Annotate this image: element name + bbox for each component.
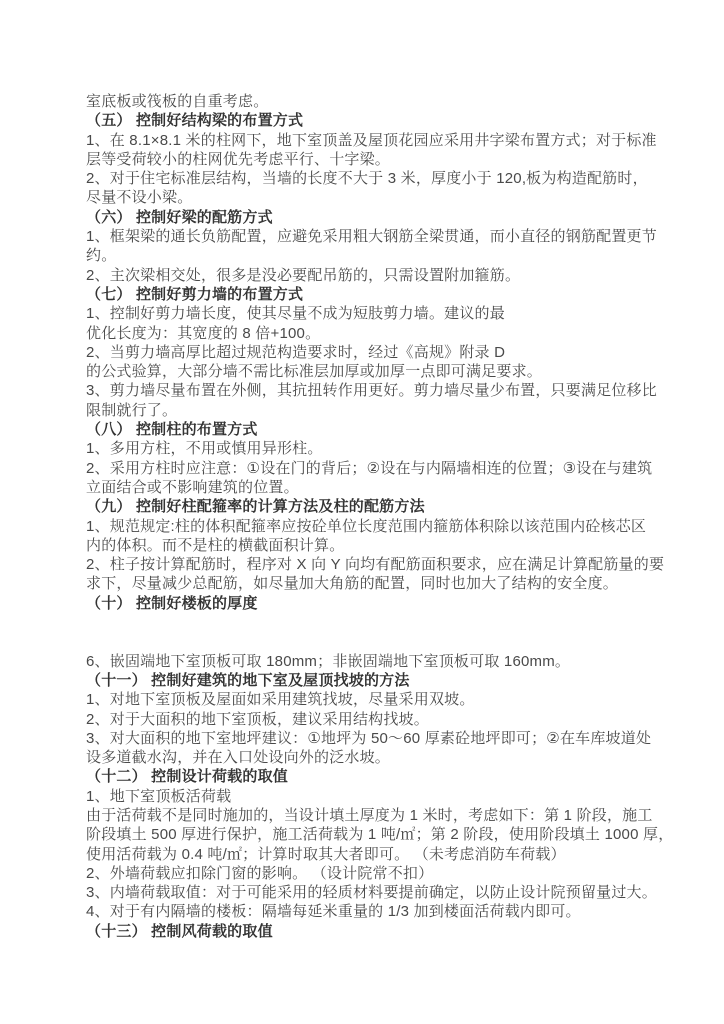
paragraph-line: 1、在 8.1×8.1 米的柱网下，地下室顶盖及屋顶花园应采用井字梁布置方式；对于标准: [86, 131, 657, 149]
section-heading: （七） 控制好剪力墙的布置方式: [86, 285, 304, 303]
section-heading: （十一） 控制好建筑的地下室及屋顶找坡的方法: [86, 671, 410, 689]
paragraph-line: 2、外墙荷载应扣除门窗的影响。 （设计院常不扣）: [86, 864, 434, 882]
blank-line: [86, 632, 642, 651]
paragraph-line: 由于活荷载不是同时施加的，当设计填土厚度为 1 米时，考虑如下：第 1 阶段，施工: [86, 806, 653, 824]
paragraph-line: 使用活荷载为 0.4 吨/㎡；计算时取其大者即可。 （未考虑消防车荷载）: [86, 845, 566, 863]
paragraph-line: 层等受荷较小的柱网优先考虑平行、十字梁。: [86, 150, 391, 168]
paragraph-line: 2、采用方柱时应注意：①设在门的背后；②设在与内隔墙相连的位置；③设在与建筑: [86, 459, 653, 477]
paragraph-line: 2、当剪力墙高厚比超过规范构造要求时，经过《高规》附录 D: [86, 343, 506, 361]
paragraph-line: 3、剪力墙尽量布置在外侧，其抗扭转作用更好。剪力墙尽量少布置，只要满足位移比: [86, 382, 657, 400]
paragraph-line: 1、多用方柱，不用或慎用异形柱。: [86, 440, 323, 458]
paragraph-line: 1、地下室顶板活荷载: [86, 787, 232, 805]
section-heading: （六） 控制好梁的配筋方式: [86, 208, 273, 226]
paragraph-line: 2、对于大面积的地下室顶板，建议采用结构找坡。: [86, 710, 429, 728]
paragraph-line: 设多道截水沟，并在入口处设向外的泛水坡。: [86, 749, 391, 767]
paragraph-line: 优化长度为：其宽度的 8 倍+100。: [86, 324, 321, 342]
paragraph-line: 尽量不设小梁。: [86, 189, 193, 207]
section-heading: （十） 控制好楼板的厚度: [86, 594, 258, 612]
paragraph-line: 1、控制好剪力墙长度，使其尽量不成为短肢剪力墙。建议的最: [86, 305, 505, 323]
paragraph-line: 2、柱子按计算配筋时，程序对 X 向 Y 向均有配筋面积要求，应在满足计算配筋量的要: [86, 556, 665, 574]
section-heading: （五） 控制好结构梁的布置方式: [86, 112, 304, 130]
section-heading: （八） 控制柱的布置方式: [86, 421, 258, 439]
paragraph-line: 4、对于有内隔墙的楼板：隔墙每延米重量的 1/3 加到楼面活荷载内即可。: [86, 903, 581, 921]
paragraph-line: 2、主次梁相交处，很多是没必要配吊筋的，只需设置附加箍筋。: [86, 266, 521, 284]
paragraph-line: 2、对于住宅标准层结构，当墙的长度不大于 3 米，厚度小于 120,板为构造配筋时，: [86, 170, 648, 188]
paragraph-line: 3、对大面积的地下室地坪建议：①地坪为 50～60 厚素砼地坪即可；②在车库坡道处: [86, 729, 652, 747]
paragraph-line: 求下，尽量减少总配筋，如尽量加大角筋的配置，同时也加大了结构的安全度。: [86, 575, 619, 593]
paragraph-line: 内的体积。而不是柱的横截面积计算。: [86, 536, 345, 554]
paragraph-line: 1、规范规定:柱的体积配箍率应按砼单位长度范围内箍筋体积除以该范围内砼核芯区: [86, 517, 647, 535]
section-heading: （十三） 控制风荷载的取值: [86, 922, 273, 940]
section-heading: （十二） 控制设计荷载的取值: [86, 768, 288, 786]
paragraph-line: 约。: [86, 247, 117, 265]
paragraph-line: 阶段填土 500 厚进行保护，施工活荷载为 1 吨/㎡；第 2 阶段，使用阶段填土 1000 厚，: [86, 826, 674, 844]
blank-line: [86, 613, 642, 632]
section-heading: （九） 控制好柱配箍率的计算方法及柱的配筋方法: [86, 498, 425, 516]
paragraph-line: 1、框架梁的通长负筋配置，应避免采用粗大钢筋全梁贯通，而小直径的钢筋配置更节: [86, 228, 657, 246]
paragraph-line: 立面结合或不影响建筑的位置。: [86, 478, 299, 496]
paragraph-line: 限制就行了。: [86, 401, 178, 419]
paragraph-line: 3、内墙荷载取值：对于可能采用的轻质材料要提前确定，以防止设计院预留量过大。: [86, 884, 657, 902]
document-text-block: [86, 92, 674, 941]
paragraph-line: 6、嵌固端地下室顶板可取 180mm；非嵌固端地下室顶板可取 160mm。: [86, 652, 571, 670]
paragraph-line: 的公式验算，大部分墙不需比标准层加厚或加厚一点即可满足要求。: [86, 363, 543, 381]
paragraph-line: 1、对地下室顶板及屋面如采用建筑找坡，尽量采用双坡。: [86, 691, 475, 709]
paragraph-line: 室底板或筏板的自重考虑。: [86, 93, 269, 110]
